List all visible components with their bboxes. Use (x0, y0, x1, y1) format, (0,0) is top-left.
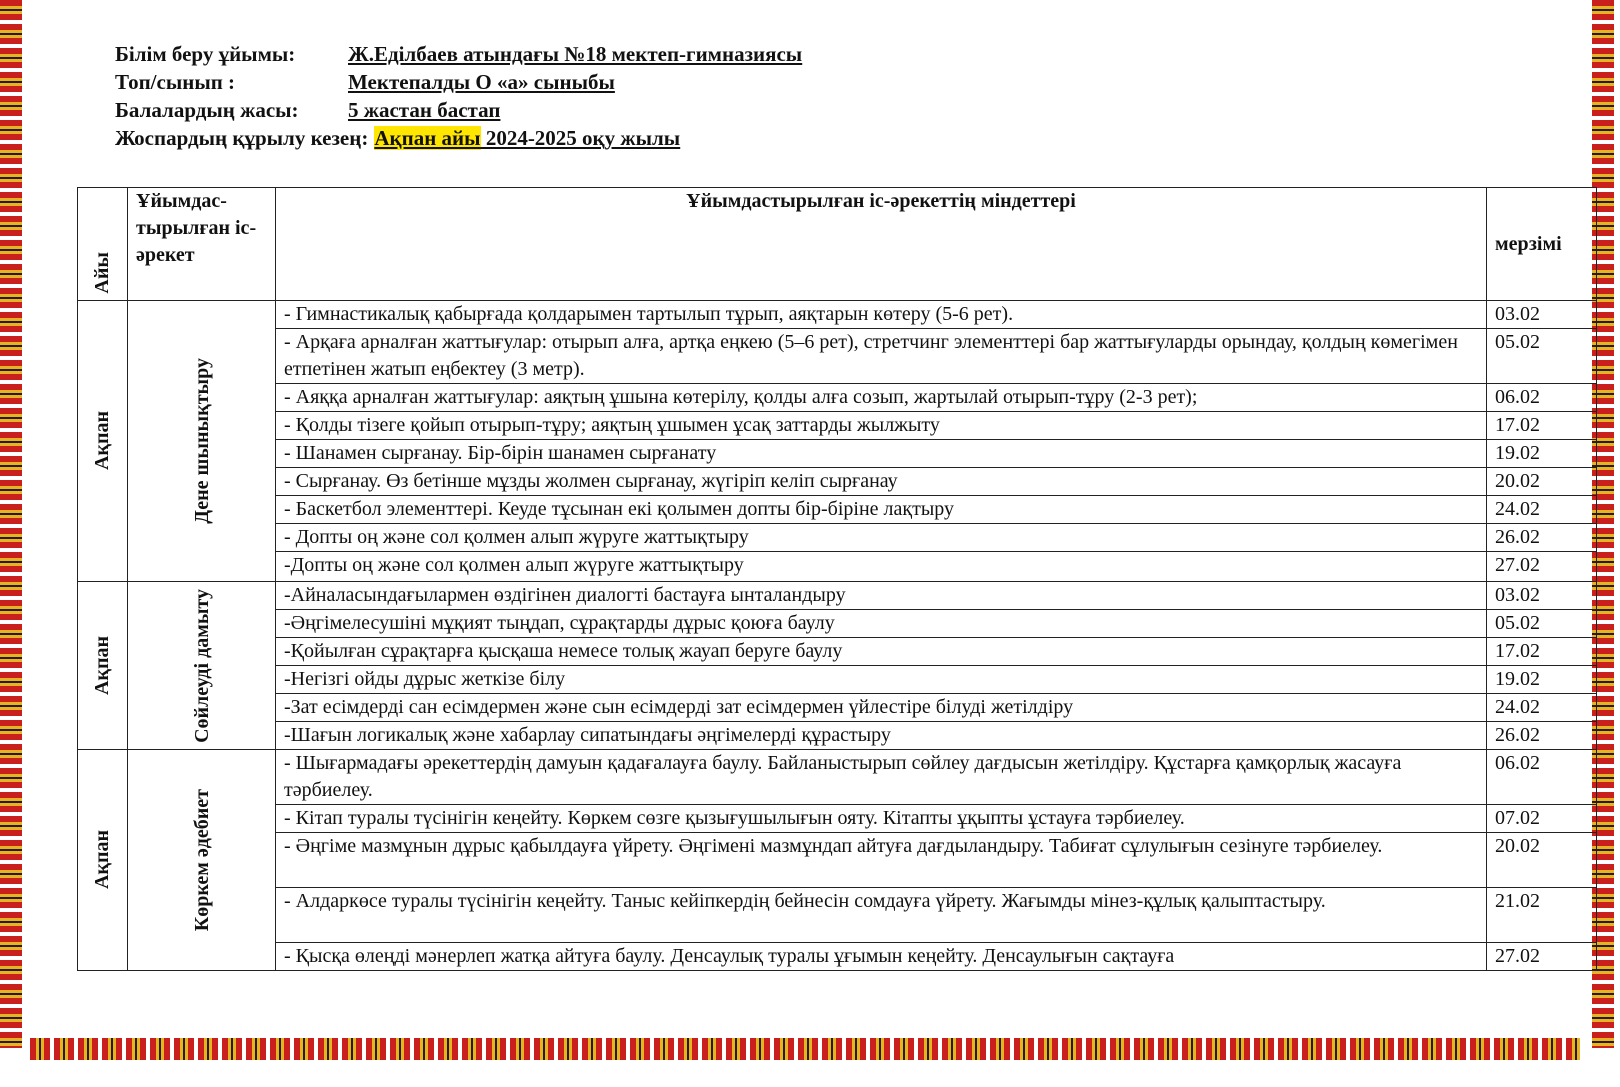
date-cell: 24.02 (1487, 496, 1597, 524)
table-row (78, 524, 1597, 552)
activity-cell (128, 582, 276, 750)
task-cell: - Қысқа өлеңді мәнерлеп жатқа айтуға баулу. Денсаулық туралы ұғымын кеңейту. Денсаулығын сақтауға (276, 943, 1487, 971)
date-cell: 24.02 (1487, 694, 1597, 722)
date-cell: 27.02 (1487, 943, 1597, 971)
activity-cell (128, 750, 276, 971)
table-row (78, 329, 1597, 384)
task-cell: - Баскетбол элементтері. Кеуде тұсынан екі қолымен допты бір-біріне лақтыру (276, 496, 1487, 524)
table-row (78, 666, 1597, 694)
table-row (78, 496, 1597, 524)
date-cell: 21.02 (1487, 888, 1597, 943)
date-cell: 26.02 (1487, 524, 1597, 552)
date-cell: 19.02 (1487, 666, 1597, 694)
date-cell: 03.02 (1487, 582, 1597, 610)
age-label: Балалардың жасы: (115, 98, 299, 122)
table-row (78, 888, 1597, 943)
header-activity: Ұйымдас-тырылған іс-әрекет (128, 188, 276, 301)
table-row (78, 412, 1597, 440)
table-row (78, 384, 1597, 412)
month-cell (78, 582, 128, 750)
table-row (78, 468, 1597, 496)
task-cell: - Гимнастикалық қабырғада қолдарымен тартылып тұрып, аяқтарын көтеру (5-6 рет). (276, 301, 1487, 329)
date-cell: 06.02 (1487, 750, 1597, 805)
table-row (78, 943, 1597, 971)
period-label: Жоспардың құрылу кезең: (115, 126, 369, 150)
period-rest: 2024-2025 оқу жылы (480, 126, 681, 150)
month-cell (78, 301, 128, 582)
org-label: Білім беру ұйымы: (115, 42, 296, 66)
date-cell: 20.02 (1487, 833, 1597, 888)
ornament-border-bottom (30, 1038, 1580, 1060)
task-cell: - Алдаркөсе туралы түсінігін кеңейту. Таныс кейіпкердің бейнесін сомдауға үйрету. Жағымды мінез-құлық қалыптастыру. (276, 888, 1487, 943)
date-cell: 19.02 (1487, 440, 1597, 468)
task-cell: -Допты оң және сол қолмен алып жүруге жаттықтыру (276, 552, 1487, 582)
age-value: 5 жастан бастап (348, 98, 501, 122)
table-row (78, 722, 1597, 750)
task-cell: - Сырғанау. Өз бетінше мұзды жолмен сырғанау, жүгіріп келіп сырғанау (276, 468, 1487, 496)
table-row (78, 694, 1597, 722)
activity-label: Көркем әдебиет (190, 788, 213, 932)
age-row (115, 96, 802, 124)
task-cell: - Қолды тізеге қойып отырып-тұру; аяқтың ұшымен ұсақ заттарды жылжыту (276, 412, 1487, 440)
plan-table (77, 187, 1597, 971)
table-row (78, 301, 1597, 329)
task-cell: -Әңгімелесушіні мұқият тыңдап, сұрақтарды дұрыс қоюға баулу (276, 610, 1487, 638)
header-month-label: Айы (91, 252, 113, 294)
date-cell: 20.02 (1487, 468, 1597, 496)
month-label: Ақпан (91, 411, 113, 471)
date-cell: 17.02 (1487, 638, 1597, 666)
date-cell: 05.02 (1487, 329, 1597, 384)
table-header-row (78, 188, 1597, 301)
task-cell: - Шығармадағы әрекеттердің дамуын қадағалауға баулу. Байланыстырып сөйлеу дағдысын жетілдіру. Құстарға қамқорлық жасауға тәрбиелеу. (276, 750, 1487, 805)
table-row (78, 638, 1597, 666)
table-row (78, 610, 1597, 638)
document-header (115, 40, 802, 152)
org-value: Ж.Еділбаев атындағы №18 мектеп-гимназиясы (348, 42, 803, 66)
table-row (78, 440, 1597, 468)
task-cell: -Қойылған сұрақтарға қысқаша немесе толық жауап беруге баулу (276, 638, 1487, 666)
task-cell: - Әңгіме мазмұнын дұрыс қабылдауға үйрету. Әңгімені мазмұндап айтуға дағдыландыру. Табиғат сұлулығын сезінуге тәрбиелеу. (276, 833, 1487, 888)
activity-label: Дене шынықтыру (190, 358, 213, 524)
activity-cell (128, 301, 276, 582)
task-cell: -Шағын логикалық және хабарлау сипатындағы әңгімелерді құрастыру (276, 722, 1487, 750)
date-cell: 27.02 (1487, 552, 1597, 582)
group-value: Мектепалды О «а» сыныбы (348, 70, 615, 94)
task-cell: -Айналасындағылармен өздігінен диалогті бастауға ынталандыру (276, 582, 1487, 610)
table-row (78, 582, 1597, 610)
task-cell: - Арқаға арналған жаттығулар: отырып алға, артқа еңкею (5–6 рет), стретчинг элементтері бар жаттығуларды орындау, қолдың көмегімен етпетінен жатып еңбектеу (3 метр). (276, 329, 1487, 384)
date-cell: 17.02 (1487, 412, 1597, 440)
task-cell: -Зат есімдерді сан есімдермен және сын есімдерді зат есімдермен үйлестіре білуді жетілдіру (276, 694, 1487, 722)
period-row (115, 124, 802, 152)
table-row (78, 833, 1597, 888)
task-cell: - Шанамен сырғанау. Бір-бірін шанамен сырғанату (276, 440, 1487, 468)
table-row (78, 805, 1597, 833)
header-month (78, 188, 128, 301)
task-cell: -Негізгі ойды дұрыс жеткізе білу (276, 666, 1487, 694)
date-cell: 05.02 (1487, 610, 1597, 638)
date-cell: 03.02 (1487, 301, 1597, 329)
task-cell: - Аяққа арналған жаттығулар: аяқтың ұшына көтерілу, қолды алға созып, жартылай отырып-тұру (2-3 рет); (276, 384, 1487, 412)
ornament-border-left (0, 0, 22, 1048)
month-label: Ақпан (91, 830, 113, 890)
group-row (115, 68, 802, 96)
plan-table-body (78, 188, 1597, 971)
period-highlight: Ақпан айы (374, 126, 481, 150)
task-cell: - Кітап туралы түсінігін кеңейту. Көркем сөзге қызығушылығын ояту. Кітапты ұқыпты ұстауға тәрбиелеу. (276, 805, 1487, 833)
date-cell: 26.02 (1487, 722, 1597, 750)
date-cell: 07.02 (1487, 805, 1597, 833)
table-row (78, 750, 1597, 805)
header-date: мерзімі (1487, 188, 1597, 301)
table-row (78, 552, 1597, 582)
activity-label: Сөйлеуді дамыту (190, 588, 213, 743)
header-tasks: Ұйымдастырылған іс-әрекеттің міндеттері (276, 188, 1487, 301)
date-cell: 06.02 (1487, 384, 1597, 412)
month-cell (78, 750, 128, 971)
task-cell: - Допты оң және сол қолмен алып жүруге жаттықтыру (276, 524, 1487, 552)
org-row (115, 40, 802, 68)
group-label: Топ/сынып : (115, 70, 236, 94)
period-value (374, 124, 680, 152)
month-label: Ақпан (91, 635, 113, 695)
